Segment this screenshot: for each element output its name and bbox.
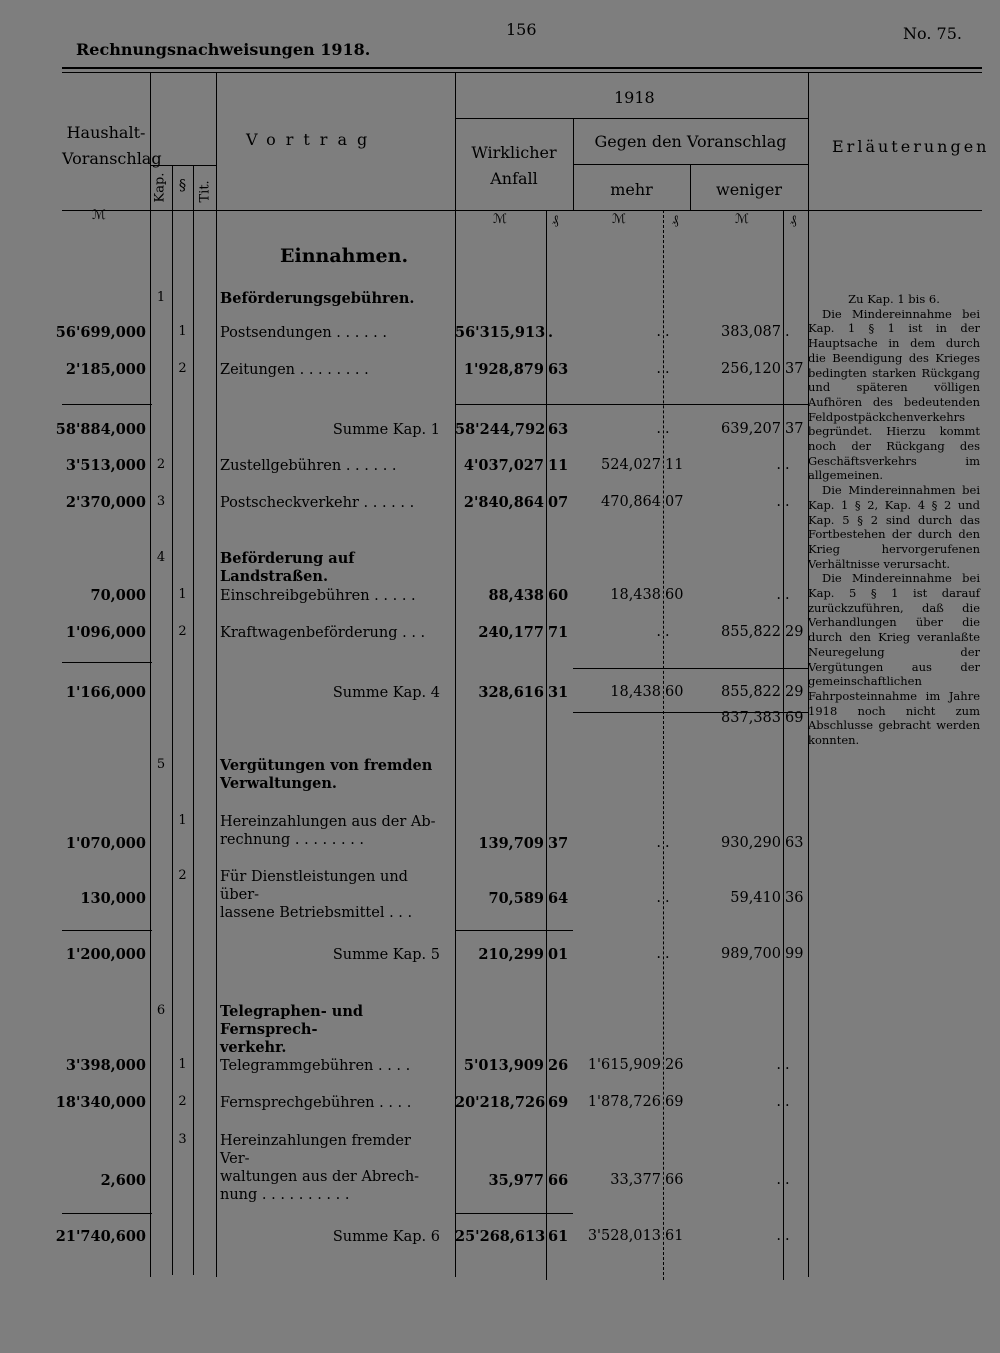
row-label: Einschreibgebühren . . . . . bbox=[220, 588, 416, 604]
row-label: Summe Kap. 1 bbox=[332, 422, 440, 438]
actual-pf-cell: 64 bbox=[548, 890, 569, 907]
weniger-pf-cell: 37 bbox=[785, 421, 804, 437]
weniger-marks-cell: 256,120 bbox=[721, 361, 781, 377]
notes-panel bbox=[808, 292, 980, 748]
weniger-pf-cell: 63 bbox=[785, 835, 804, 851]
document-header-title: Rechnungsnachweisungen 1918. bbox=[76, 40, 371, 59]
weniger-pf-cell: . bbox=[785, 324, 790, 340]
budget-cell: 130,000 bbox=[80, 890, 146, 907]
notes-title: Zu Kap. 1 bis 6. bbox=[848, 292, 940, 306]
row-label: Hereinzahlungen aus der Ab- rechnung . . . . . . . . bbox=[220, 814, 436, 848]
mehr-marks-cell: . bbox=[656, 324, 661, 340]
tit-cell: 1 bbox=[178, 324, 187, 339]
budget-cell: 21'740,600 bbox=[55, 1228, 146, 1245]
row-label: Zeitungen . . . . . . . . bbox=[220, 362, 369, 378]
mehr-marks-cell: . bbox=[656, 890, 661, 906]
weniger-pf-cell: . bbox=[785, 1057, 790, 1073]
budget-cell: 3'398,000 bbox=[65, 1057, 146, 1074]
kap-cell: 5 bbox=[156, 757, 166, 772]
weniger-marks-cell: . bbox=[776, 1228, 781, 1244]
mehr-pf-cell: . bbox=[665, 890, 670, 906]
row-label: Postscheckverkehr . . . . . . bbox=[220, 495, 415, 511]
row-label: Telegrammgebühren . . . . bbox=[220, 1058, 411, 1074]
unit-mark-mehr: ℳ bbox=[612, 212, 626, 227]
column-header-mehr: mehr bbox=[610, 180, 653, 199]
mehr-pf-cell: . bbox=[665, 946, 670, 962]
actual-pf-cell: 61 bbox=[548, 1228, 569, 1245]
weniger-pf-cell: 37 bbox=[785, 361, 804, 377]
budget-cell: 2'370,000 bbox=[65, 494, 146, 511]
weniger-marks-cell: . bbox=[776, 1094, 781, 1110]
mehr-pf-cell: 69 bbox=[665, 1094, 684, 1110]
actual-marks-cell: 20'218,726 bbox=[455, 1094, 546, 1111]
unit-mark-actual: ℳ bbox=[493, 212, 507, 227]
mehr-marks-cell: . bbox=[656, 835, 661, 851]
weniger-marks-cell: 383,087 bbox=[721, 324, 781, 340]
budget-cell: 2'185,000 bbox=[65, 361, 146, 378]
actual-pf-cell: 69 bbox=[548, 1094, 569, 1111]
mehr-pf-cell: . bbox=[665, 421, 670, 437]
row-label: Postsendungen . . . . . . bbox=[220, 325, 387, 341]
weniger-pf-cell: . bbox=[785, 1228, 790, 1244]
budget-cell: 1'070,000 bbox=[65, 835, 146, 852]
actual-pf-cell: 37 bbox=[548, 835, 569, 852]
mehr-marks-cell: 3'528,013 bbox=[587, 1228, 661, 1244]
budget-cell: 70,000 bbox=[90, 587, 146, 604]
weniger-marks-cell: 639,207 bbox=[721, 421, 781, 437]
mehr-pf-cell: 26 bbox=[665, 1057, 684, 1073]
weniger-marks-cell: 855,822 bbox=[721, 624, 781, 640]
tit-cell: 2 bbox=[178, 868, 187, 883]
mehr-pf-cell: . bbox=[665, 624, 670, 640]
mehr-pf-cell: . bbox=[665, 835, 670, 851]
actual-pf-cell: 31 bbox=[548, 684, 569, 701]
actual-pf-cell: 63 bbox=[548, 421, 569, 438]
mehr-marks-cell: 524,027 bbox=[601, 457, 661, 473]
mehr-pf-cell: . bbox=[665, 361, 670, 377]
actual-pf-cell: 71 bbox=[548, 624, 569, 641]
actual-marks-cell: 210,299 bbox=[478, 946, 544, 963]
actual-marks-cell: 240,177 bbox=[478, 624, 544, 641]
mehr-pf-cell: 07 bbox=[665, 494, 684, 510]
mehr-pf-cell: 11 bbox=[665, 457, 684, 473]
row-label: Hereinzahlungen fremder Ver- waltungen aus der Abrech- nung . . . . . . . . . . bbox=[220, 1133, 420, 1203]
unit-mark-budget: ℳ bbox=[92, 208, 106, 223]
row-label: Zustellgebühren . . . . . . bbox=[220, 458, 397, 474]
column-header-wirklicher-anfall: Wirklicher Anfall bbox=[471, 143, 557, 188]
mehr-pf-cell: 66 bbox=[665, 1172, 684, 1188]
mehr-marks-cell: . bbox=[656, 624, 661, 640]
header-rule bbox=[62, 67, 982, 69]
actual-marks-cell: 5'013,909 bbox=[463, 1057, 544, 1074]
notes-paragraph-3: Die Mindereinnahme bei Kap. 5 § 1 ist darauf zurückzuführen, daß die Verhandlungen über die durch den Krieg veranlaßte Neuregelung der Vergütungen aus der gemeinschaftlichen Fahrposteinnahme im Jahre 1918 noch nicht zum Abschlusse gebracht werden konnten. bbox=[808, 571, 980, 748]
actual-marks-cell: 88,438 bbox=[488, 587, 544, 604]
kap-cell: 3 bbox=[156, 494, 166, 509]
row-label: Für Dienstleistungen und über- lassene Betriebsmittel . . . bbox=[220, 869, 413, 921]
mehr-marks-cell: . bbox=[656, 946, 661, 962]
tit-cell: 2 bbox=[178, 361, 187, 376]
weniger-pf-cell: 99 bbox=[785, 946, 804, 962]
budget-cell: 1'096,000 bbox=[65, 624, 146, 641]
mehr-pf-cell: 60 bbox=[665, 684, 684, 700]
budget-cell: 56'699,000 bbox=[55, 324, 146, 341]
actual-pf-cell: 01 bbox=[548, 946, 569, 963]
tit-cell: 2 bbox=[178, 624, 187, 639]
actual-pf-cell: . bbox=[548, 324, 554, 341]
actual-marks-cell: 70,589 bbox=[488, 890, 544, 907]
weniger-marks-cell: 930,290 bbox=[721, 835, 781, 851]
row-label: Fernsprechgebühren . . . . bbox=[220, 1095, 412, 1111]
budget-cell: 1'200,000 bbox=[65, 946, 146, 963]
row-label: Summe Kap. 6 bbox=[332, 1229, 440, 1245]
mehr-pf-cell: 61 bbox=[665, 1228, 684, 1244]
column-header-vortrag: Vortrag bbox=[246, 130, 378, 149]
mehr-marks-cell: 470,864 bbox=[601, 494, 661, 510]
mehr-marks-cell: 33,377 bbox=[610, 1172, 661, 1188]
weniger-pf-cell: 29 bbox=[785, 684, 804, 700]
column-header-erlaeuterungen: Erläuterungen bbox=[832, 137, 990, 156]
header-rule-thin bbox=[62, 72, 982, 73]
mehr-marks-cell: 1'615,909 bbox=[587, 1057, 661, 1073]
column-header-paragraph: § bbox=[178, 178, 187, 194]
budget-cell: 1'166,000 bbox=[65, 684, 146, 701]
mehr-marks-cell: . bbox=[656, 421, 661, 437]
tit-cell: 1 bbox=[178, 587, 187, 602]
actual-pf-cell: 11 bbox=[548, 457, 569, 474]
mehr-marks-cell: 1'878,726 bbox=[587, 1094, 661, 1110]
section-title: Einnahmen. bbox=[280, 245, 409, 267]
kap-cell: 6 bbox=[156, 1003, 166, 1018]
weniger-pf-cell: 36 bbox=[785, 890, 804, 906]
weniger-marks-cell: . bbox=[776, 457, 781, 473]
column-header-tit: Tit. bbox=[197, 180, 213, 203]
actual-marks-cell: 56'315,913 bbox=[455, 324, 546, 341]
column-header-kap: Kap. bbox=[152, 172, 168, 203]
column-header-weniger: weniger bbox=[716, 180, 782, 199]
tit-cell: 1 bbox=[178, 813, 187, 828]
unit-pf-mehr: ₰ bbox=[672, 213, 679, 228]
budget-cell: 18'340,000 bbox=[55, 1094, 146, 1111]
actual-marks-cell: 4'037,027 bbox=[463, 457, 544, 474]
unit-pf-actual: ₰ bbox=[552, 213, 559, 228]
weniger-pf-cell: . bbox=[785, 457, 790, 473]
kap-cell: 4 bbox=[156, 550, 166, 565]
row-label: Summe Kap. 4 bbox=[332, 685, 440, 701]
notes-paragraph-2: Die Mindereinnahmen bei Kap. 1 § 2, Kap. 4 § 2 und Kap. 5 § 2 sind durch das Fortbestehen der durch den Krieg hervorgerufenen Verhältnisse verursacht. bbox=[808, 483, 980, 571]
actual-pf-cell: 26 bbox=[548, 1057, 569, 1074]
actual-marks-cell: 139,709 bbox=[478, 835, 544, 852]
weniger-marks-cell: . bbox=[776, 1057, 781, 1073]
row-label: Beförderungsgebühren. bbox=[220, 290, 415, 307]
weniger-pf-cell: . bbox=[785, 1094, 790, 1110]
mehr-marks-cell: 18,438 bbox=[610, 587, 661, 603]
weniger-marks-cell: . bbox=[776, 587, 781, 603]
actual-pf-cell: 60 bbox=[548, 587, 569, 604]
row-label: Summe Kap. 5 bbox=[332, 947, 440, 963]
column-header-haushalt: Haushalt- Voranschlag bbox=[62, 123, 162, 168]
actual-marks-cell: 328,616 bbox=[478, 684, 544, 701]
kap-cell: 1 bbox=[156, 290, 166, 305]
tit-cell: 3 bbox=[178, 1132, 187, 1147]
mehr-marks-cell: 18,438 bbox=[610, 684, 661, 700]
page-number: 156 bbox=[506, 20, 537, 39]
net-weniger-pf-cell: 69 bbox=[785, 710, 804, 726]
weniger-pf-cell: 29 bbox=[785, 624, 804, 640]
actual-marks-cell: 1'928,879 bbox=[463, 361, 544, 378]
row-label: Telegraphen- und Fernsprech- verkehr. bbox=[220, 1003, 363, 1056]
kap-cell: 2 bbox=[156, 457, 166, 472]
budget-cell: 3'513,000 bbox=[65, 457, 146, 474]
actual-marks-cell: 35,977 bbox=[488, 1172, 544, 1189]
actual-pf-cell: 63 bbox=[548, 361, 569, 378]
row-label: Vergütungen von fremden Verwaltungen. bbox=[220, 757, 433, 792]
unit-pf-weniger: ₰ bbox=[790, 213, 797, 228]
column-header-gegen-voranschlag: Gegen den Voranschlag bbox=[594, 132, 787, 151]
weniger-marks-cell: . bbox=[776, 1172, 781, 1188]
mehr-pf-cell: . bbox=[665, 324, 670, 340]
tit-cell: 1 bbox=[178, 1057, 187, 1072]
weniger-pf-cell: . bbox=[785, 587, 790, 603]
actual-marks-cell: 25'268,613 bbox=[455, 1228, 546, 1245]
unit-mark-weniger: ℳ bbox=[735, 212, 749, 227]
row-label: Beförderung auf Landstraßen. bbox=[220, 550, 355, 585]
column-header-year: 1918 bbox=[614, 88, 655, 107]
actual-pf-cell: 07 bbox=[548, 494, 569, 511]
budget-cell: 58'884,000 bbox=[55, 421, 146, 438]
mehr-pf-cell: 60 bbox=[665, 587, 684, 603]
document-number: No. 75. bbox=[903, 24, 962, 43]
weniger-marks-cell: . bbox=[776, 494, 781, 510]
weniger-marks-cell: 59,410 bbox=[730, 890, 781, 906]
budget-cell: 2,600 bbox=[100, 1172, 146, 1189]
weniger-marks-cell: 855,822 bbox=[721, 684, 781, 700]
weniger-pf-cell: . bbox=[785, 494, 790, 510]
actual-marks-cell: 2'840,864 bbox=[463, 494, 544, 511]
actual-pf-cell: 66 bbox=[548, 1172, 569, 1189]
tit-cell: 2 bbox=[178, 1094, 187, 1109]
row-label: Kraftwagenbeförderung . . . bbox=[220, 625, 426, 641]
weniger-pf-cell: . bbox=[785, 1172, 790, 1188]
weniger-marks-cell: 989,700 bbox=[721, 946, 781, 962]
net-weniger-marks-cell: 837,383 bbox=[721, 710, 781, 726]
mehr-marks-cell: . bbox=[656, 361, 661, 377]
notes-paragraph-1: Die Mindereinnahme bei Kap. 1 § 1 ist in der Hauptsache in dem durch die Beendigung des Krieges bedingten starken Rückgang und späteren völligen Aufhören des bedeutenden Feldpostpäckchenverkehrs begründet. Hierzu kommt noch der Rückgang des Geschäftsverkehrs im allgemeinen. bbox=[808, 306, 980, 483]
actual-marks-cell: 58'244,792 bbox=[455, 421, 546, 438]
